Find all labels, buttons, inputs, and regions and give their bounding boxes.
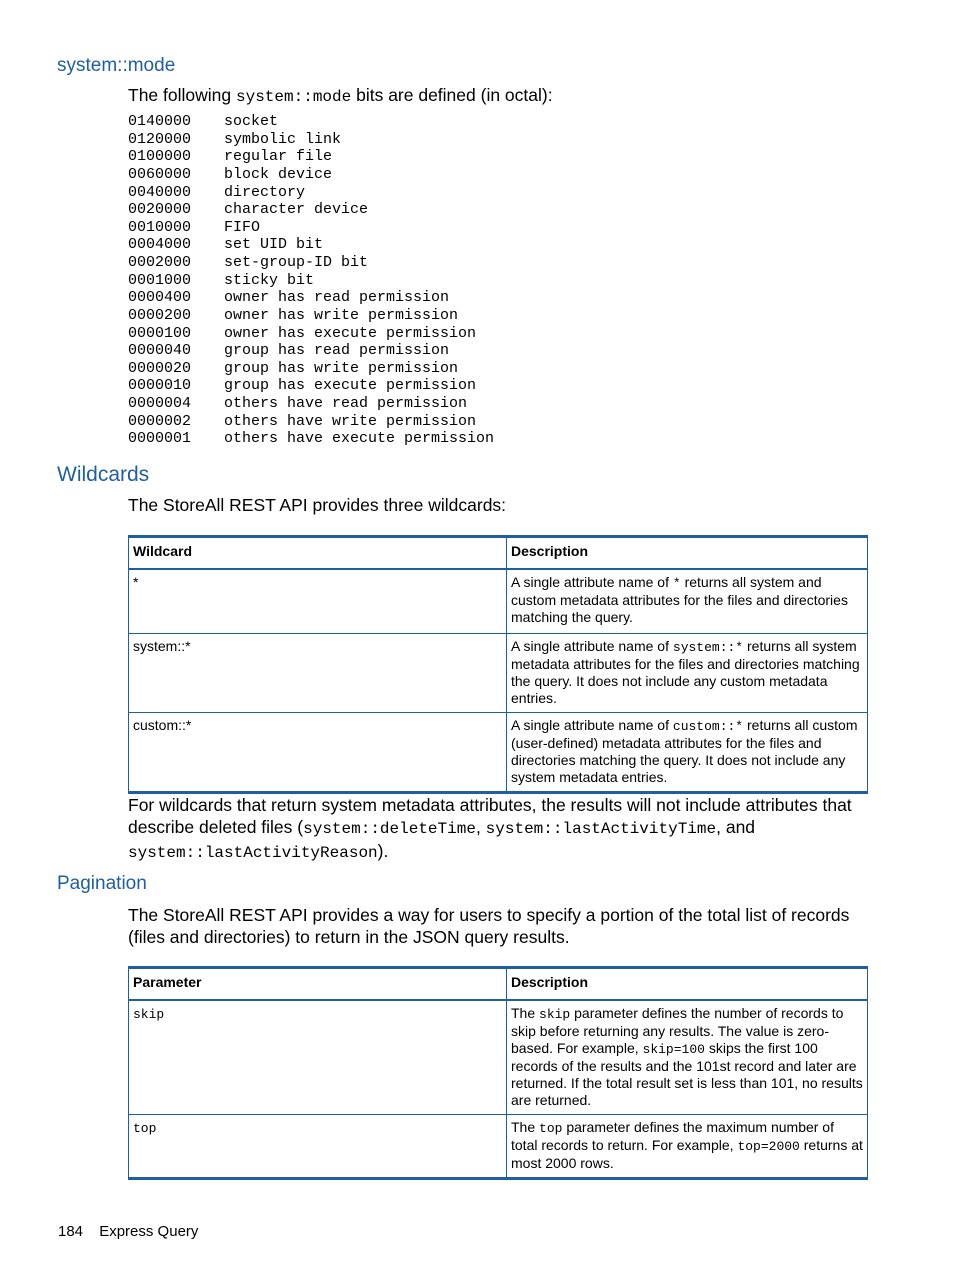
- table-row: [129, 633, 868, 712]
- system-mode-intro: [128, 84, 868, 108]
- octal-value: 0000001: [128, 430, 192, 448]
- bit-meaning: group has write permission: [224, 359, 459, 377]
- header-description: Description: [507, 537, 868, 570]
- bit-meaning: others have write permission: [224, 412, 477, 430]
- wildcards-table: [128, 535, 868, 794]
- bit-meaning: sticky bit: [224, 271, 315, 289]
- octal-value: 0000010: [128, 377, 192, 395]
- list-item: [128, 236, 494, 254]
- header-wildcard: Wildcard: [129, 537, 507, 570]
- list-item: [128, 430, 494, 448]
- octal-value: 0020000: [128, 201, 192, 219]
- octal-value: 0000100: [128, 324, 192, 342]
- octal-value: 0060000: [128, 165, 192, 183]
- list-item: [128, 201, 494, 219]
- bit-meaning: symbolic link: [224, 130, 342, 148]
- list-item: [128, 289, 494, 307]
- pagination-table: [128, 966, 868, 1180]
- section-heading-wildcards: Wildcards: [57, 463, 150, 486]
- list-item: [128, 413, 494, 431]
- section-heading-system-mode: system::mode: [57, 55, 176, 76]
- octal-value: 0000020: [128, 359, 192, 377]
- list-item: [128, 219, 494, 237]
- table-row: [129, 1000, 868, 1115]
- parameter-cell: top: [129, 1115, 507, 1179]
- list-item: [128, 254, 494, 272]
- octal-value: 0100000: [128, 148, 192, 166]
- table-row: [129, 1115, 868, 1179]
- description-cell: A single attribute name of custom::* returns all custom (user-defined) metadata attributes for the files and directories matching the query. It does not include any system metadata entries.: [507, 712, 868, 792]
- wildcard-cell: custom::*: [129, 712, 507, 792]
- bit-meaning: others have execute permission: [224, 430, 495, 448]
- table-row: [129, 712, 868, 792]
- list-item: [128, 166, 494, 184]
- wildcard-cell: system::*: [129, 633, 507, 712]
- parameter-cell: skip: [129, 1000, 507, 1115]
- wildcards-note: For wildcards that return system metadata attributes, the results will not include attributes that describe deleted files (system::deleteTime, system::lastActivityTime, and system::lastActivityReason).: [128, 795, 852, 862]
- bit-meaning: group has execute permission: [224, 377, 477, 395]
- mode-bits-list: [128, 113, 494, 448]
- bit-meaning: others have read permission: [224, 395, 468, 412]
- table-row: [129, 569, 868, 633]
- table-header-row: [129, 537, 868, 570]
- intro-code: system::mode: [236, 88, 352, 106]
- octal-value: 0000200: [128, 306, 192, 324]
- octal-value: 0010000: [128, 218, 192, 236]
- list-item: [128, 131, 494, 149]
- list-item: [128, 307, 494, 325]
- bit-meaning: set UID bit: [224, 236, 324, 254]
- bit-meaning: regular file: [224, 148, 333, 166]
- octal-value: 0120000: [128, 130, 192, 148]
- intro-text-after: bits are defined (in octal):: [356, 85, 553, 105]
- page-footer: [58, 1223, 198, 1240]
- list-item: [128, 184, 494, 202]
- list-item: [128, 377, 494, 395]
- page-number: 184: [58, 1223, 84, 1240]
- list-item: [128, 148, 494, 166]
- list-item: [128, 325, 494, 343]
- pagination-intro: The StoreAll REST API provides a way for users to specify a portion of the total list of records (files and directories) to return in the JSON query results.: [128, 905, 850, 947]
- list-item: [128, 113, 494, 131]
- octal-value: 0001000: [128, 271, 192, 289]
- section-heading-pagination: Pagination: [57, 873, 147, 894]
- bit-meaning: socket: [224, 113, 279, 130]
- bit-meaning: group has read permission: [224, 342, 450, 360]
- octal-value: 0000002: [128, 412, 192, 430]
- description-cell: The skip parameter defines the number of records to skip before returning any results. The value is zero-based. For example, skip=100 skips the first 100 records of the results and the 101st record and later are returned. If the total result set is less than 101, no results are returned.: [507, 1000, 868, 1115]
- octal-value: 0040000: [128, 183, 192, 201]
- octal-value: 0000004: [128, 395, 192, 412]
- bit-meaning: character device: [224, 201, 369, 219]
- description-cell: A single attribute name of system::* returns all system metadata attributes for the files and directories matching the query. It does not include any custom metadata entries.: [507, 633, 868, 712]
- description-cell: The top parameter defines the maximum number of total records to return. For example, top=2000 returns at most 2000 rows.: [507, 1115, 868, 1179]
- description-cell: A single attribute name of * returns all system and custom metadata attributes for the files and directories matching the query.: [507, 569, 868, 633]
- table-header-row: [129, 968, 868, 1001]
- list-item: [128, 395, 494, 413]
- octal-value: 0004000: [128, 236, 192, 254]
- list-item: [128, 360, 494, 378]
- header-parameter: Parameter: [129, 968, 507, 1001]
- bit-meaning: owner has execute permission: [224, 324, 477, 342]
- octal-value: 0140000: [128, 113, 192, 130]
- octal-value: 0000040: [128, 342, 192, 360]
- bit-meaning: directory: [224, 183, 306, 201]
- bit-meaning: FIFO: [224, 218, 261, 236]
- bit-meaning: owner has write permission: [224, 306, 459, 324]
- bit-meaning: owner has read permission: [224, 289, 450, 307]
- intro-text-before: The following: [128, 85, 232, 105]
- list-item: [128, 272, 494, 290]
- wildcard-cell: *: [129, 569, 507, 633]
- header-description: Description: [507, 968, 868, 1001]
- footer-section-title: Express Query: [99, 1223, 199, 1240]
- bit-meaning: set-group-ID bit: [224, 254, 369, 271]
- octal-value: 0000400: [128, 289, 192, 307]
- octal-value: 0002000: [128, 254, 192, 271]
- list-item: [128, 342, 494, 360]
- bit-meaning: block device: [224, 165, 333, 183]
- wildcards-intro: The StoreAll REST API provides three wildcards:: [128, 495, 507, 515]
